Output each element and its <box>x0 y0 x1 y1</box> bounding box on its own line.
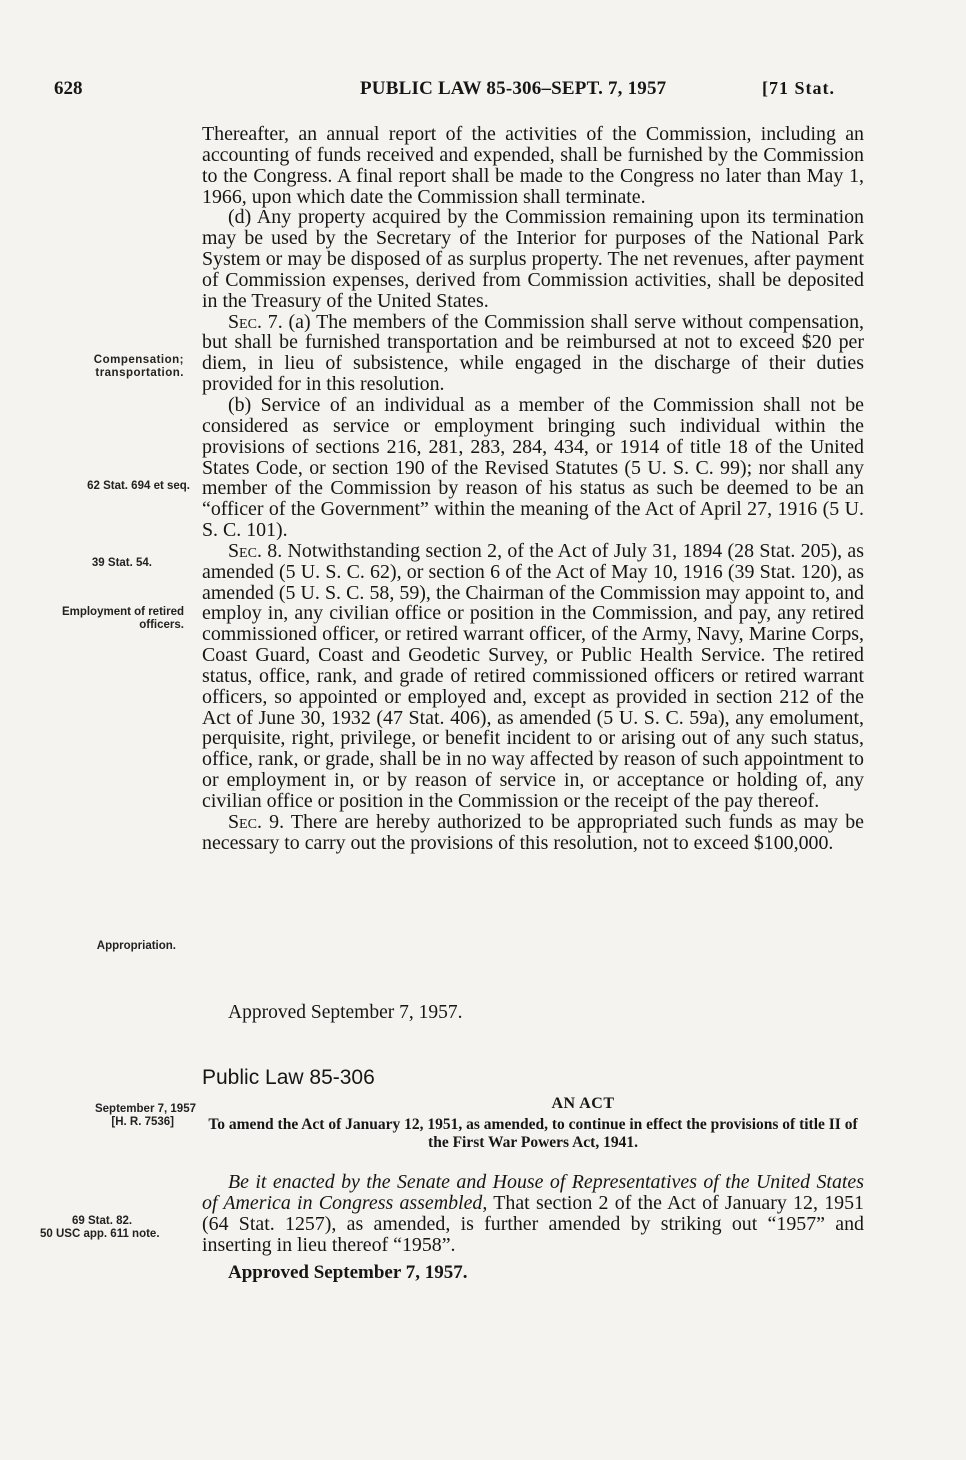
margin-note-stat-39: 39 Stat. 54. <box>91 557 152 569</box>
act-heading: AN ACT <box>551 1095 615 1112</box>
page-number: 628 <box>54 78 83 99</box>
volume-reference: [71 Stat. <box>762 78 835 98</box>
act-text: That section 2 of the Act of January 12, 1951 (64 Stat. 1257), as amended, is further amended by striking out “1957” and inserting in lieu thereof “1958”. <box>202 1191 864 1256</box>
margin-note-cite-1: 69 Stat. 82. <box>72 1215 133 1227</box>
section-label: Sec. 7. <box>228 310 283 333</box>
enacting-clause: Be it enacted by the Senate and House of Representatives of the United States of America in Congress assembled, <box>202 1171 864 1214</box>
margin-note-date <box>40 1103 196 1129</box>
paragraph-annual-report: Thereafter, an annual report of the activities of the Commission, including an accounting of funds received and expended, shall be furnished by the Commission to the Congress. A final report shall be made to the Congress no later than May 1, 1966, upon which date the Commission shall terminate. <box>202 123 864 208</box>
approval-date: Approved September 7, 1957. <box>228 1002 463 1023</box>
act-purpose: To amend the Act of January 12, 1951, as amended, to continue in effect the provisions of title II of the First War Powers Act, 1941. <box>208 1116 858 1151</box>
approval-date-2: Approved September 7, 1957. <box>228 1262 468 1283</box>
margin-note-compensation: Compensation; transportation. <box>93 354 184 379</box>
margin-note-appropriation: Appropriation. <box>96 940 176 952</box>
running-head: PUBLIC LAW 85-306–SEPT. 7, 1957 <box>360 78 667 99</box>
page-header <box>0 72 966 104</box>
margin-note-bill-number: [H. R. 7536] <box>111 1116 174 1128</box>
margin-note-citations <box>40 1215 196 1241</box>
paragraph-sec-9 <box>202 812 864 854</box>
enacting-paragraph <box>202 1172 864 1255</box>
paragraph-property: (d) Any property acquired by the Commission remaining upon its termination may be used by the Secretary of the Interior for purposes of the National Park System or may be disposed of as surplus property. The net revenues, after payment of Commission expenses, derived from Commission activities, shall be deposited in the Treasury of the United States. <box>202 206 864 312</box>
paragraph-sec-7b: (b) Service of an individual as a member of the Commission shall not be considered as service or employment bringing such individual within the provisions of sections 216, 281, 283, 284, 434, or 1914 of title 18 of the United States Code, or section 190 of the Revised Statutes (5 U. S. C. 99); nor shall any member of the Commission by reason of his status as such be deemed to be an “officer of the Government” within the meaning of the Act of April 27, 1916 (5 U. S. C. 101). <box>202 393 864 542</box>
paragraph-sec-7 <box>202 312 864 395</box>
main-text <box>202 124 864 854</box>
margin-note-employment: Employment of retired officers. <box>61 606 184 631</box>
section-label: Sec. 8. <box>228 539 283 562</box>
margin-note-cite-2: 50 USC app. 611 note. <box>40 1228 160 1240</box>
section-text: (a) The members of the Commission shall serve without compensation, but shall be furnished transportation and be reimbursed at not to exceed $20 per diem, in lieu of subsistence, while engaged in the discharge of their duties provided for in this resolution. <box>202 310 864 396</box>
margin-note-stat-62: 62 Stat. 694 et seq. <box>87 480 190 492</box>
law-title: Public Law 85-306 <box>202 1066 375 1089</box>
section-text: Notwithstanding section 2, of the Act of July 31, 1894 (28 Stat. 205), as amended (5 U. S. C. 62), or section 6 of the Act of May 10, 1916 (39 Stat. 120), as amended (5 U. S. C. 58, 59), the Chairman of the Commission may appoint to, and employ in, any civilian office or position in the Commission, and pay, any retired commissioned officer, or retired warrant officer, of the Army, Navy, Marine Corps, Coast Guard, Coast and Geodetic Survey, or Public Health Service. The retired status, office, rank, and grade of retired commissioned officers or retired warrant officers, so appointed or employed and, except as provided in section 212 of the Act of June 30, 1932 (47 Stat. 406), as amended (5 U. S. C. 59a), any emolument, perquisite, right, privilege, or benefit incident to or arising out of any such status, office, rank, or grade, shall be in no way affected by reason of such appointment to or employment in, or by reason of service in, or acceptance or holding of, any civilian office or position in the Commission or the receipt of the pay thereof. <box>202 539 864 812</box>
margin-note-date-line: September 7, 1957 <box>94 1103 196 1115</box>
section-label: Sec. 9. <box>228 810 285 833</box>
section-text: There are hereby authorized to be appropriated such funds as may be necessary to carry out the provisions of this resolution, not to exceed $100,000. <box>202 810 864 854</box>
paragraph-sec-8 <box>202 541 864 812</box>
